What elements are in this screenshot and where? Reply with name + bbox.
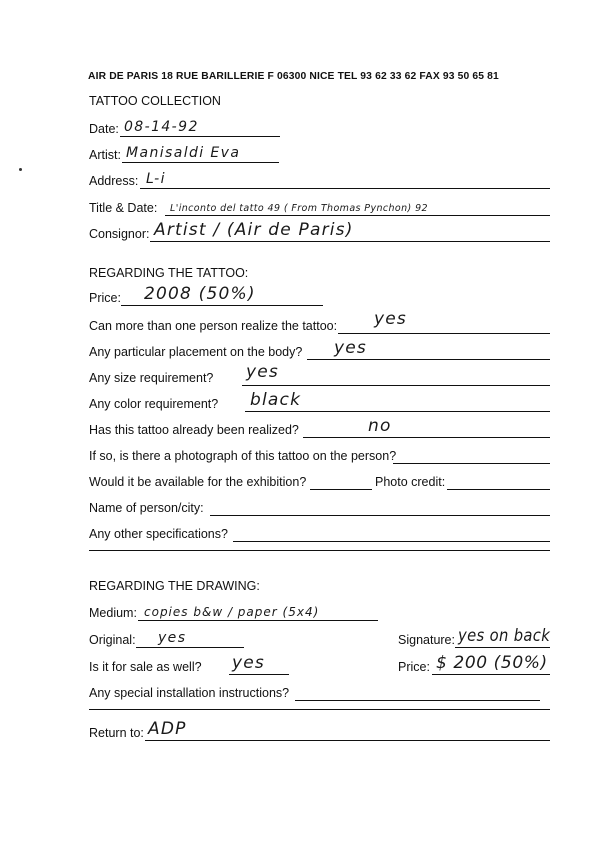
scan-speck bbox=[19, 168, 22, 171]
form-title: TATTOO COLLECTION bbox=[89, 94, 221, 108]
consignor-label: Consignor: bbox=[89, 227, 150, 241]
exhibition-label: Would it be available for the exhibition? bbox=[89, 475, 307, 489]
original-value[interactable]: yes bbox=[158, 630, 187, 646]
for-sale-value[interactable]: yes bbox=[232, 653, 265, 673]
color-field[interactable] bbox=[88, 390, 550, 412]
medium-label: Medium: bbox=[89, 606, 137, 620]
photograph-field[interactable] bbox=[88, 446, 550, 464]
address-value[interactable]: L-i bbox=[146, 171, 166, 187]
realized-label: Has this tattoo already been realized? bbox=[89, 423, 299, 437]
original-signature-row[interactable] bbox=[88, 626, 551, 648]
more-than-one-value[interactable]: yes bbox=[374, 309, 407, 329]
return-to-field[interactable] bbox=[88, 719, 550, 741]
medium-field[interactable] bbox=[88, 603, 378, 621]
photo-credit-label: Photo credit: bbox=[375, 475, 446, 489]
placement-label: Any particular placement on the body? bbox=[89, 345, 303, 359]
date-field[interactable] bbox=[88, 119, 288, 137]
person-city-label: Name of person/city: bbox=[89, 501, 204, 515]
return-to-value[interactable]: ADP bbox=[148, 719, 187, 739]
installation-continuation-line[interactable] bbox=[89, 709, 550, 710]
color-value[interactable]: black bbox=[250, 390, 302, 410]
address-field[interactable] bbox=[88, 171, 550, 189]
tattoo-price-label: Price: bbox=[89, 291, 121, 305]
installation-field[interactable] bbox=[88, 683, 550, 701]
signature-value[interactable]: yes on back bbox=[458, 626, 551, 646]
title-date-label: Title & Date: bbox=[89, 201, 158, 215]
consignor-field[interactable] bbox=[88, 220, 550, 242]
letterhead: AIR DE PARIS 18 RUE BARILLERIE F 06300 NICE TEL 93 62 33 62 FAX 93 50 65 81 bbox=[88, 71, 499, 82]
date-label: Date: bbox=[89, 122, 119, 136]
tattoo-price-field[interactable] bbox=[88, 284, 328, 306]
title-date-field[interactable] bbox=[88, 198, 600, 216]
original-label: Original: bbox=[89, 633, 136, 647]
person-city-field[interactable] bbox=[88, 498, 550, 516]
artist-value[interactable]: Manisaldi Eva bbox=[126, 145, 241, 161]
other-specs-field[interactable] bbox=[88, 524, 550, 542]
drawing-section-heading: REGARDING THE DRAWING: bbox=[89, 579, 260, 593]
color-label: Any color requirement? bbox=[89, 397, 219, 411]
artist-field[interactable] bbox=[88, 145, 288, 163]
size-label: Any size requirement? bbox=[89, 371, 214, 385]
drawing-price-label: Price: bbox=[398, 660, 430, 674]
more-than-one-label: Can more than one person realize the tattoo: bbox=[89, 319, 338, 333]
size-value[interactable]: yes bbox=[246, 362, 279, 382]
consignor-value[interactable]: Artist / (Air de Paris) bbox=[154, 220, 354, 240]
other-specs-continuation-line[interactable] bbox=[89, 550, 550, 551]
other-specs-label: Any other specifications? bbox=[89, 527, 228, 541]
exhibition-field[interactable] bbox=[88, 472, 550, 490]
address-label: Address: bbox=[89, 174, 139, 188]
for-sale-label: Is it for sale as well? bbox=[89, 660, 202, 674]
tattoo-section-heading: REGARDING THE TATTOO: bbox=[89, 266, 249, 280]
artist-label: Artist: bbox=[89, 148, 121, 162]
placement-field[interactable] bbox=[88, 338, 550, 360]
installation-label: Any special installation instructions? bbox=[89, 686, 290, 700]
return-to-label: Return to: bbox=[89, 726, 144, 740]
for-sale-price-row[interactable] bbox=[88, 653, 550, 675]
more-than-one-field[interactable] bbox=[88, 309, 550, 334]
placement-value[interactable]: yes bbox=[334, 338, 367, 358]
realized-value[interactable]: no bbox=[368, 416, 392, 436]
size-field[interactable] bbox=[88, 362, 550, 386]
realized-field[interactable] bbox=[88, 416, 550, 438]
title-date-value[interactable]: L'inconto del tatto 49 ( From Thomas Pynchon) 92 bbox=[170, 203, 428, 214]
drawing-price-value[interactable]: $ 200 (50%) bbox=[436, 653, 548, 673]
tattoo-price-value[interactable]: 2008 (50%) bbox=[144, 284, 256, 304]
signature-label: Signature: bbox=[398, 633, 455, 647]
date-value[interactable]: 08-14-92 bbox=[124, 119, 199, 135]
medium-value[interactable]: copies b&w / paper (5x4) bbox=[144, 605, 320, 619]
photograph-label: If so, is there a photograph of this tattoo on the person? bbox=[89, 449, 397, 463]
